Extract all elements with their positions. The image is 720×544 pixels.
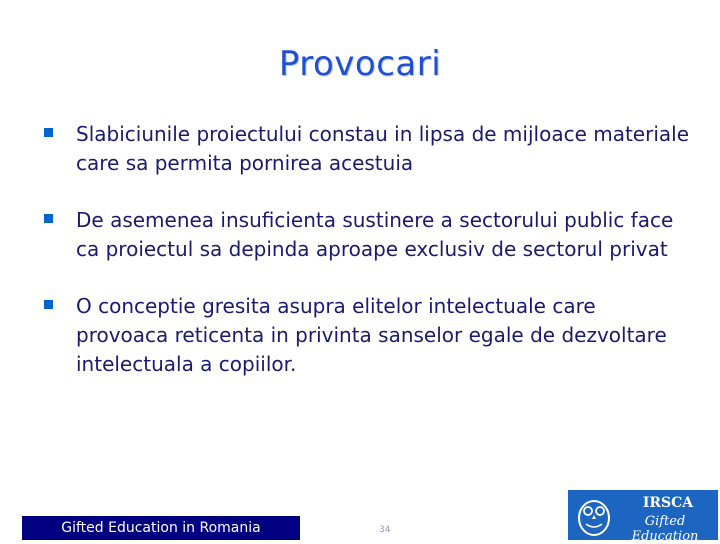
logo-title: IRSCA xyxy=(642,495,694,511)
bullet-item xyxy=(44,120,694,178)
square-bullet-icon xyxy=(44,214,53,223)
bullet-text: Slabiciunile proiectului constau in lipsa de mijloace materiale care sa permita pornirea acestuia xyxy=(76,122,690,175)
page-number: 34 xyxy=(379,525,391,535)
footer-label: Gifted Education in Romania xyxy=(22,516,300,540)
irsca-logo xyxy=(568,490,718,544)
bullet-text: De asemenea insuficienta sustinere a sectorului public face ca proiectul sa depinda aproape exclusiv de sectorul privat xyxy=(76,208,674,261)
slide-title: Provocari xyxy=(278,44,442,84)
bullet-item xyxy=(44,206,694,264)
owl-icon xyxy=(574,494,614,536)
bullet-item xyxy=(44,292,694,379)
square-bullet-icon xyxy=(44,128,53,137)
logo-subtitle: Gifted Education xyxy=(631,514,699,544)
square-bullet-icon xyxy=(44,300,53,309)
bullet-text: O conceptie gresita asupra elitelor intelectuale care provoaca reticenta in privinta sanselor egale de dezvoltare intelectuala a copiilor. xyxy=(76,294,667,376)
bullet-list xyxy=(44,120,694,379)
